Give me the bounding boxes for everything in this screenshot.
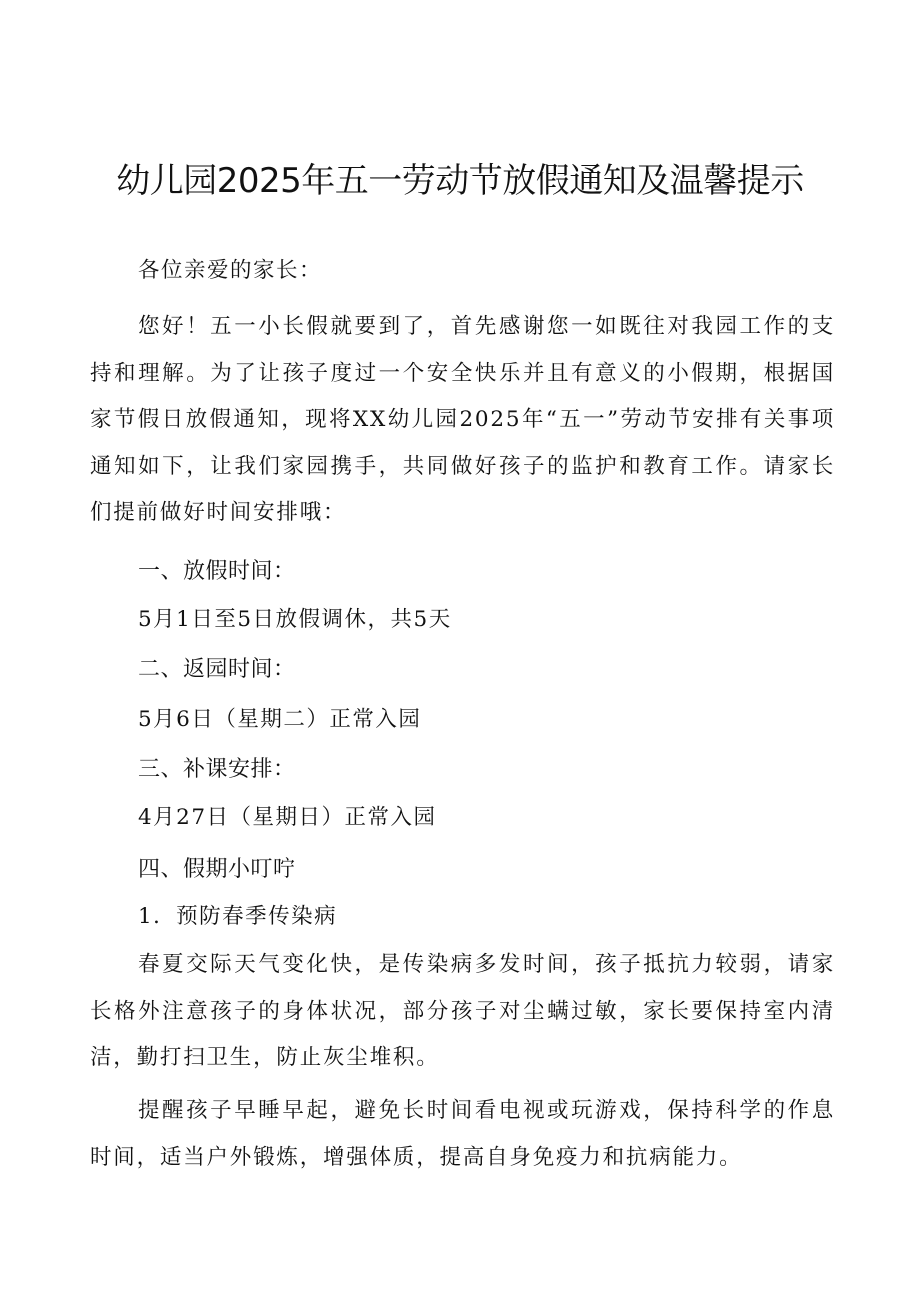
intro-paragraph-text: 您好！五一小长假就要到了，首先感谢您一如既往对我园工作的支持和理解。为了让孩子度过一个安全快乐并且有意义的小假期，根据国家节假日放假通知，现将XX幼儿园2025年“五一”劳动节安排有关事项通知如下，让我们家园携手，共同做好孩子的监护和教育工作。请家长们提前做好时间安排哦：	[90, 314, 835, 525]
tip-item-title	[90, 894, 835, 940]
tip-paragraph-2	[90, 1088, 835, 1181]
greeting-text: 各位亲爱的家长：	[138, 258, 323, 283]
section-content: 4月27日（星期日）正常入园	[138, 805, 437, 830]
section-heading: 三、补课安排：	[138, 757, 296, 782]
section-holiday-time-content	[90, 597, 835, 643]
tip-paragraph-text: 春夏交际天气变化快，是传染病多发时间，孩子抵抗力较弱，请家长格外注意孩子的身体状况，部分孩子对尘螨过敏，家长要保持室内清洁，勤打扫卫生，防止灰尘堆积。	[90, 952, 835, 1070]
section-return-time-content	[90, 697, 835, 743]
section-content: 5月1日至5日放假调休，共5天	[138, 607, 452, 632]
section-heading: 二、返园时间：	[138, 657, 296, 682]
section-tips	[90, 847, 835, 893]
tip-item-title-text: 1．预防春季传染病	[138, 904, 338, 929]
section-makeup-class-content	[90, 795, 835, 841]
section-makeup-class	[90, 747, 835, 793]
section-heading: 一、放假时间：	[138, 559, 296, 584]
section-holiday-time	[90, 549, 835, 595]
tip-paragraph-1	[90, 942, 835, 1082]
intro-paragraph	[90, 304, 835, 537]
section-content: 5月6日（星期二）正常入园	[138, 707, 422, 732]
greeting	[90, 248, 835, 294]
section-return-time	[90, 647, 835, 693]
tip-paragraph-text: 提醒孩子早睡早起，避免长时间看电视或玩游戏，保持科学的作息时间，适当户外锻炼，增强体质，提高自身免疫力和抗病能力。	[90, 1098, 835, 1170]
section-heading: 四、假期小叮咛	[138, 857, 296, 882]
document-title: 幼儿园2025年五一劳动节放假通知及温馨提示	[116, 161, 804, 201]
